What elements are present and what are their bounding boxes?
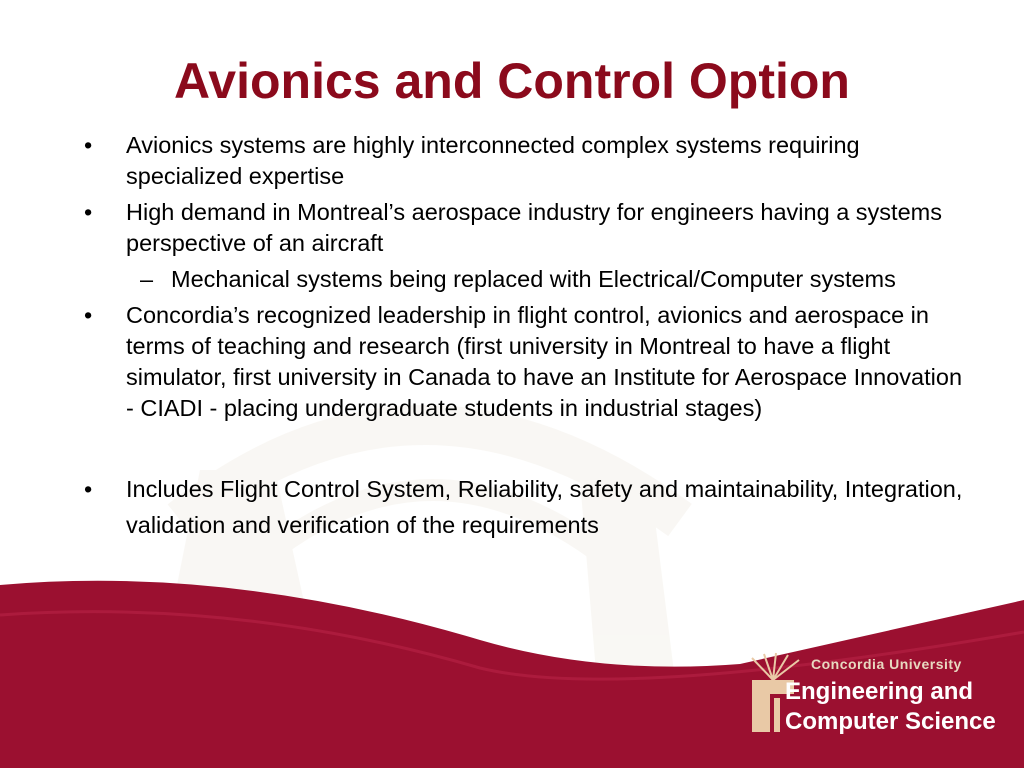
- bullet-text: High demand in Montreal’s aerospace industry for engineers having a systems perspective of an aircraft: [126, 199, 942, 256]
- bullet-text: Concordia’s recognized leadership in flight control, avionics and aerospace in terms of teaching and research (first university in Montreal to have a flight simulator, first university in Canada to have an Institute for Aerospace Innovation - CIADI - placing undergraduate students in industrial stages): [126, 302, 963, 421]
- bullet-item: [84, 300, 964, 424]
- university-logo: [738, 648, 1024, 744]
- sub-bullet-item: [84, 264, 964, 295]
- bullet-item: [84, 130, 964, 192]
- sub-bullet-marker: –: [140, 266, 154, 292]
- page-title: Avionics and Control Option: [174, 53, 850, 109]
- faculty-name-line1: Engineering and: [785, 678, 974, 705]
- bullet-item: [84, 197, 964, 259]
- faculty-name-line2: Computer Science: [785, 708, 996, 735]
- bullet-marker: •: [84, 302, 93, 328]
- bullet-marker: •: [84, 476, 93, 502]
- slide-body: [84, 130, 964, 548]
- bullet-marker: •: [84, 199, 93, 225]
- sub-bullet-text: Mechanical systems being replaced with Electrical/Computer systems: [171, 266, 896, 292]
- bullet-text: Avionics systems are highly interconnected complex systems requiring specialized expertise: [126, 132, 860, 189]
- spacer: [84, 429, 964, 471]
- university-name: Concordia University: [811, 656, 962, 672]
- bullet-item: [84, 471, 964, 543]
- bullet-text: Includes Flight Control System, Reliability, safety and maintainability, Integration, validation and verification of the requirements: [126, 476, 963, 538]
- bullet-marker: •: [84, 132, 93, 158]
